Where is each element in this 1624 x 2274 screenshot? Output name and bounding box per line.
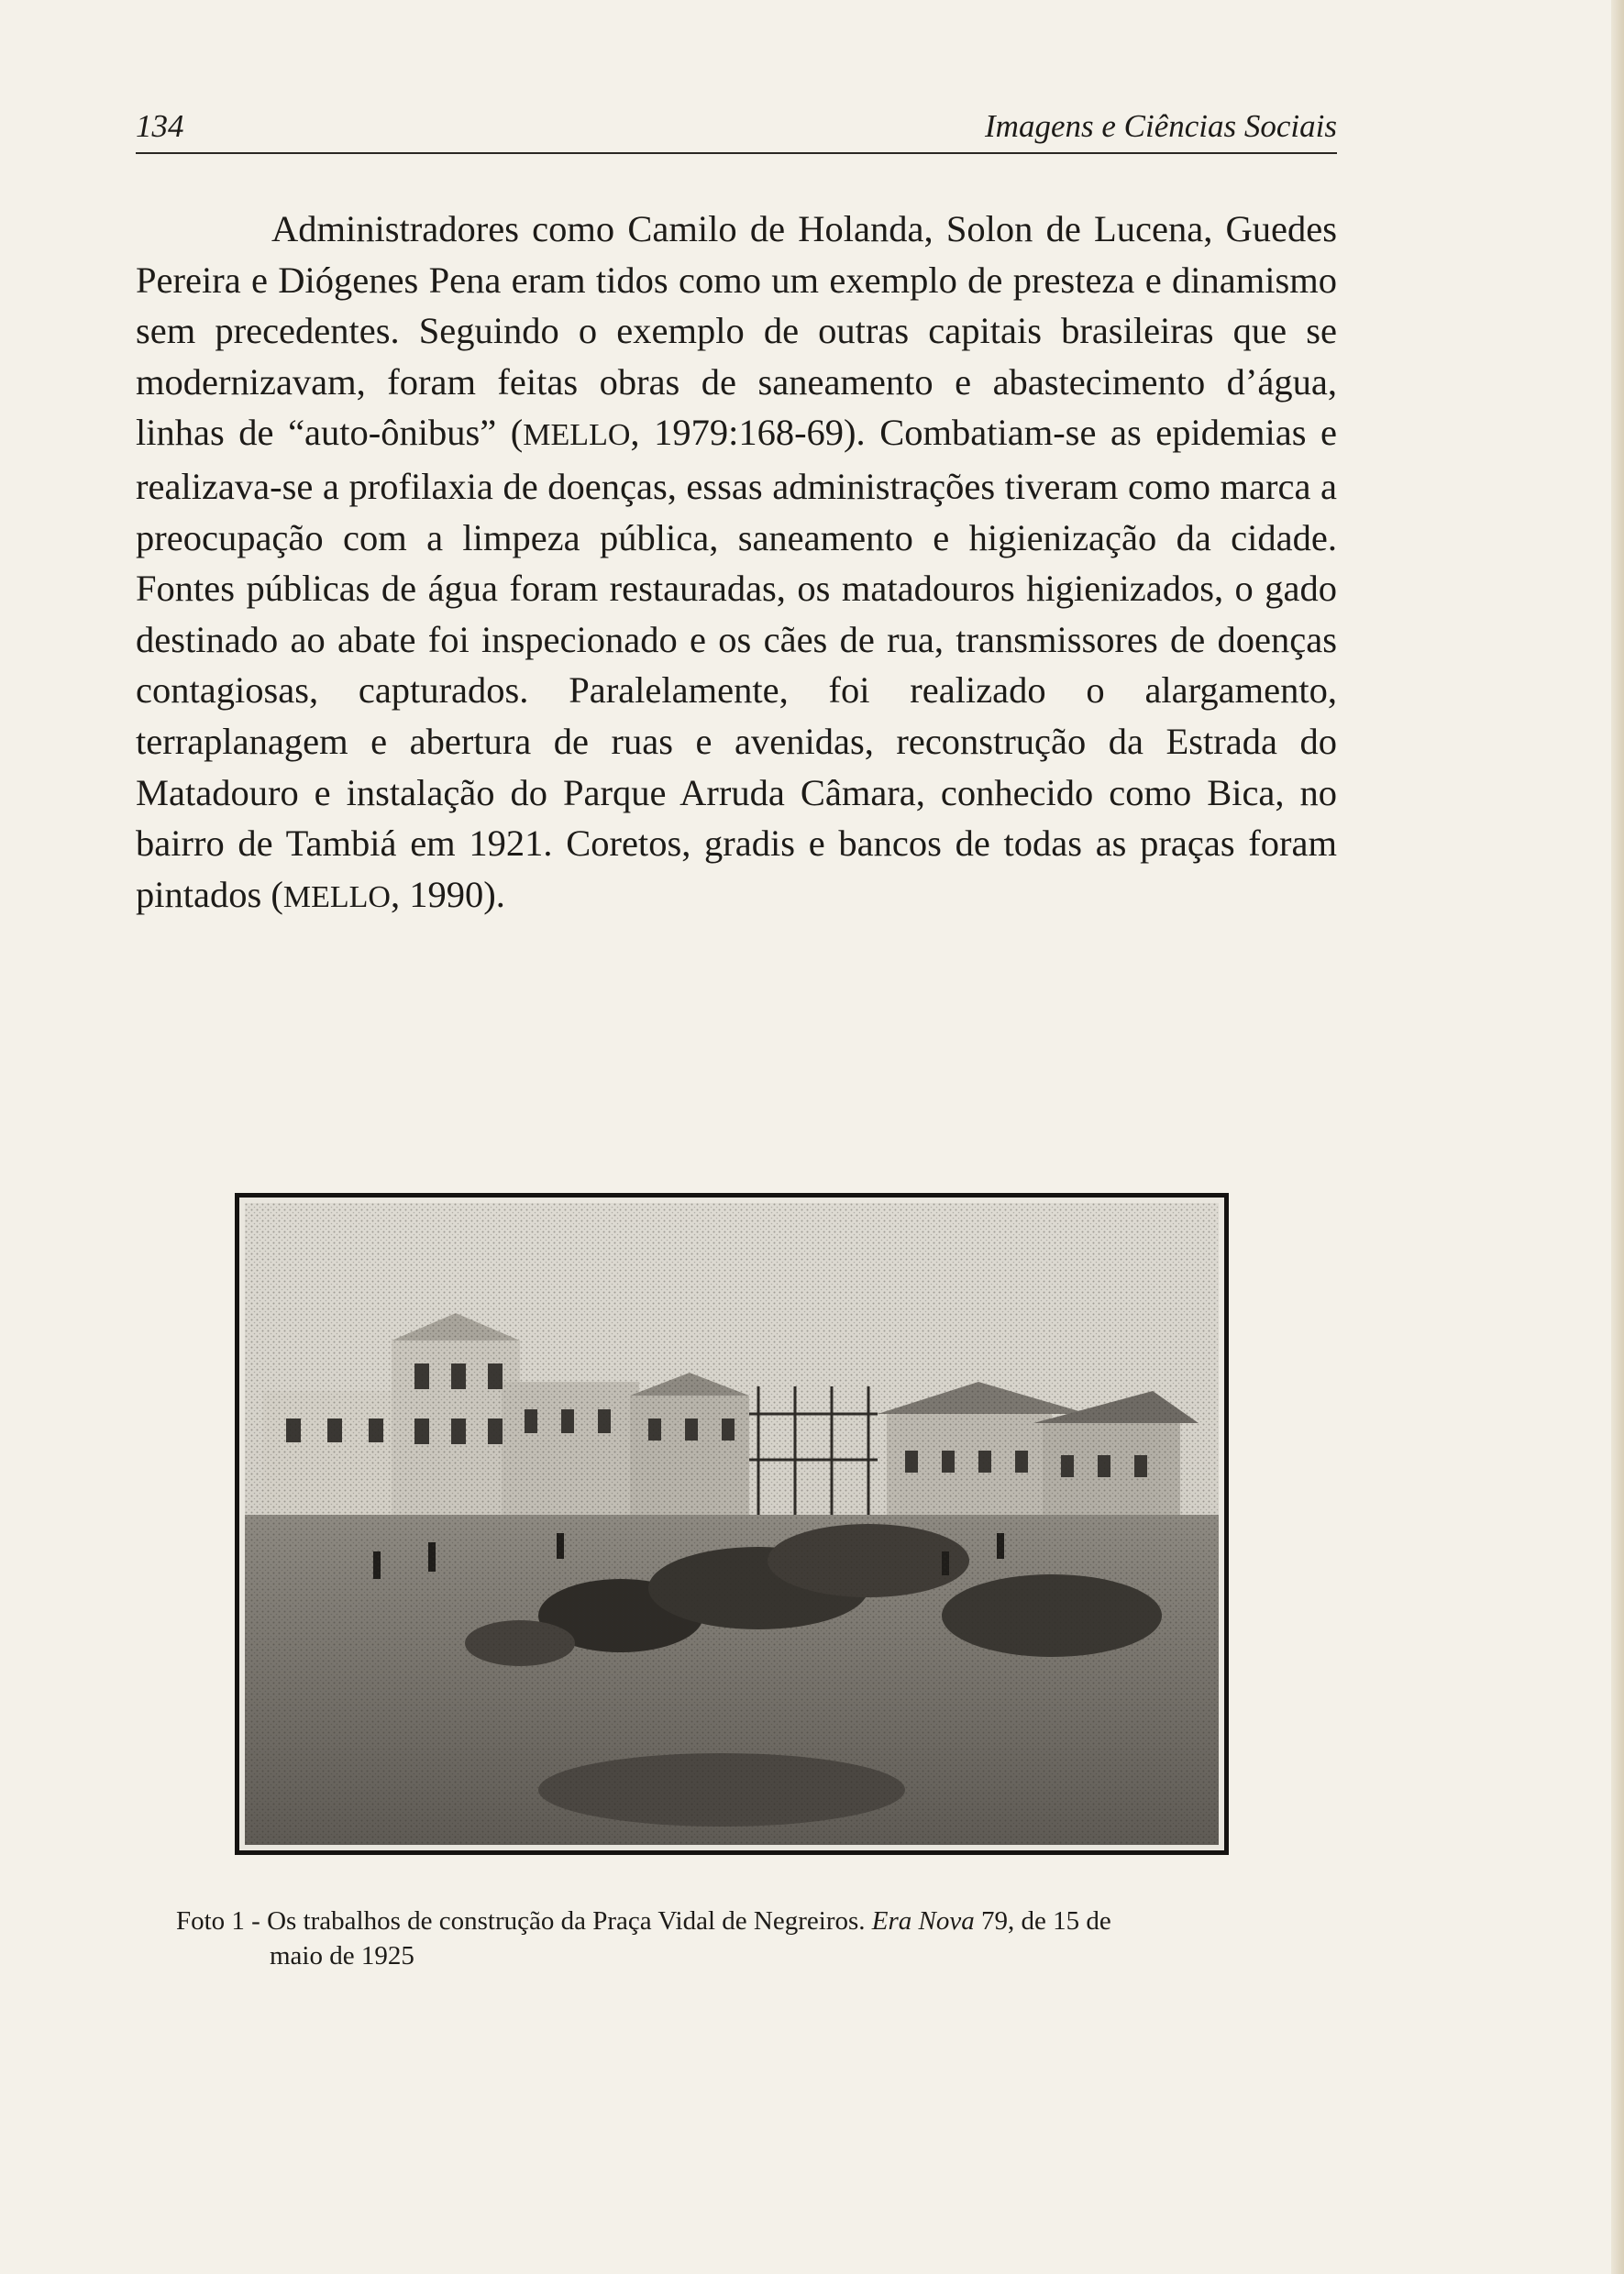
caption-line-2: maio de 1925 bbox=[270, 1941, 414, 1970]
body-paragraph bbox=[136, 204, 1337, 922]
page-number: 134 bbox=[136, 108, 184, 144]
caption-text-before: Foto 1 - Os trabalhos de construção da Praça Vidal de Negreiros. bbox=[176, 1906, 872, 1936]
body-text-part-3: , 1990). bbox=[390, 873, 505, 915]
body-text-part-2: , 1979:168-69). Combatiam-se as epidemias e realizava-se a profilaxia de doenças, essas administrações tiveram como marca a preocupação com a limpeza pública, saneamento e higienização da cidade. Fontes públicas de água foram restauradas, os matadouros higienizados, o gado destinado ao abate foi inspecionado e os cães de rua, transmissores de doenças contagiosas, capturados. Paralelamente, foi realizado o alargamento, terraplanagem e abertura de ruas e avenidas, reconstrução da Estrada do Matadouro e instalação do Parque Arruda Câmara, conhecido como Bica, no bairro de Tambiá em 1921. Coretos, gradis e bancos de todas as praças foram pintados ( bbox=[136, 412, 1337, 915]
page-edge bbox=[1611, 0, 1624, 2274]
page-header bbox=[136, 103, 1337, 154]
citation-mello-1990: MELLO bbox=[282, 879, 391, 914]
photo-caption bbox=[176, 1904, 1330, 1973]
historic-square-photo bbox=[245, 1203, 1219, 1845]
caption-text-after: 79, de 15 de bbox=[974, 1906, 1111, 1936]
body-text-part-1: Administradores como Camilo de Holanda, Solon de Lucena, Guedes Pereira e Diógenes Pena eram tidos como um exemplo de presteza e dinamismo sem precedentes. Seguindo o exemplo de outras capitais brasileiras que se modernizavam, foram feitas obras de saneamento e abastecimento d’água, linhas de “auto-ônibus” ( bbox=[136, 208, 1337, 454]
caption-source: Era Nova bbox=[871, 1906, 975, 1936]
photo-frame bbox=[235, 1193, 1229, 1855]
citation-mello-1979: MELLO bbox=[523, 418, 631, 453]
running-title: Imagens e Ciências Sociais bbox=[985, 108, 1337, 144]
